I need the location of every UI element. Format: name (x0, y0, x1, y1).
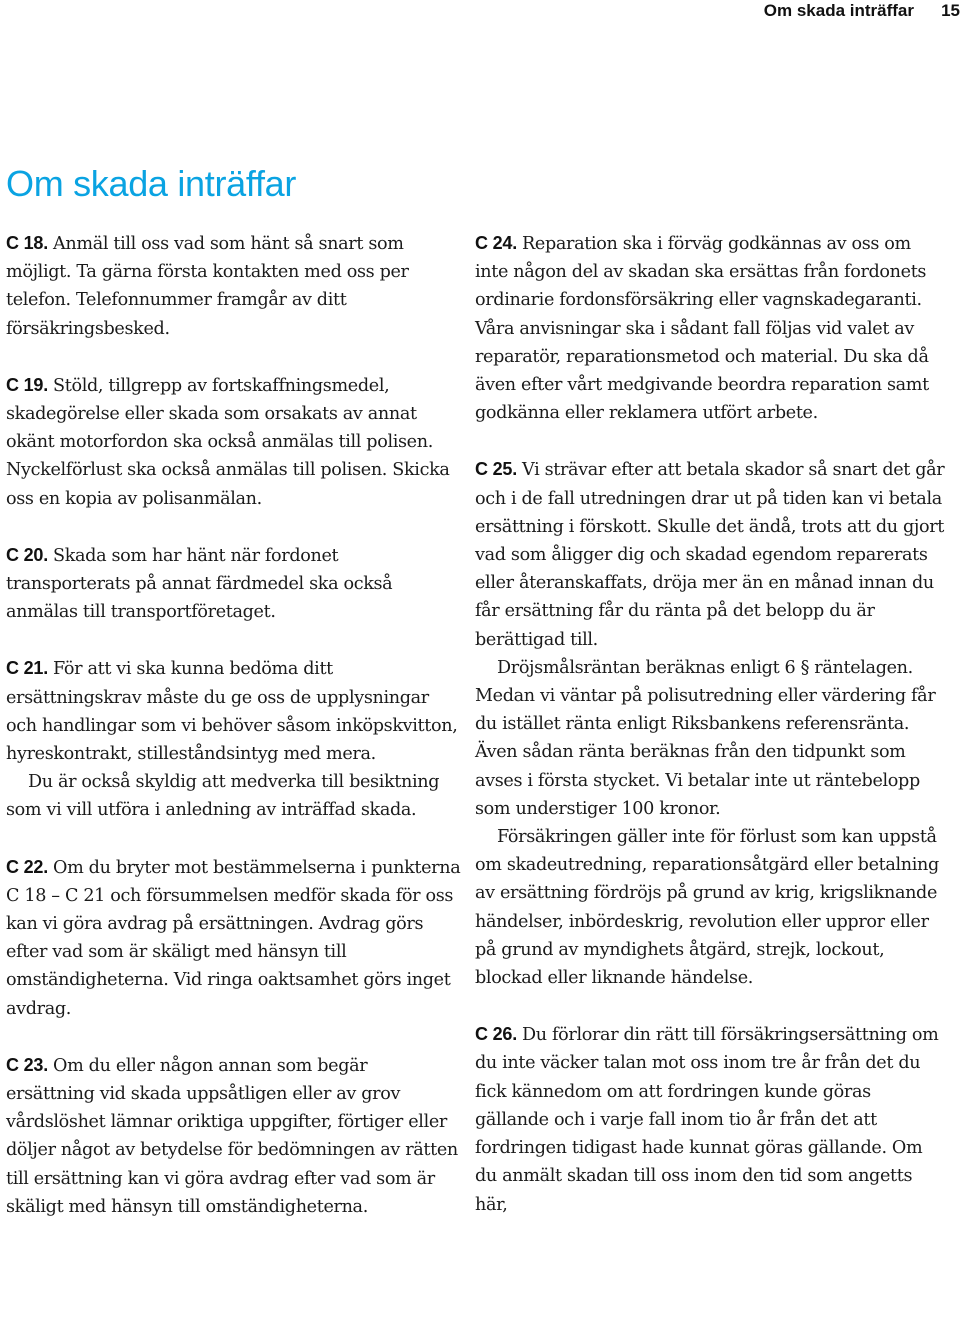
clause-c21-paragraph-2: Du är också skyldig att medverka till besiktning som vi vill utföra i anledning av inträffad skada. (6, 772, 440, 821)
clause-c22-paragraph (6, 853, 461, 1023)
clause-number: C 22. (6, 856, 49, 877)
running-header-section-title: Om skada inträffar (763, 1, 914, 20)
clause-c25-paragraph-3: Försäkringen gäller inte för förlust som kan uppstå om skadeutredning, reparationsåtgärd eller betalning av ersättning fördröjs på grund av krig, krigsliknande händelser, inbördeskrig, revolution eller uppror eller på grund av myndighets åtgärd, strejk, lockout, blockad eller liknande händelse. (475, 827, 939, 989)
clause-c25 (475, 455, 945, 992)
clause-c23 (6, 1051, 461, 1221)
clause-c26 (475, 1020, 945, 1218)
page-title: Om skada inträffar (6, 163, 297, 204)
page-number: 15 (941, 1, 960, 20)
clause-c25-paragraph (475, 455, 945, 653)
clause-text: Skada som har hänt när fordonet transporterats på annat färdmedel ska också anmälas till transportföretaget. (6, 545, 393, 623)
clause-text: Vi strävar efter att betala skador så snart det går och i de fall utredningen drar ut på tiden kan vi betala ersättning i förskott. Skulle det ändå, trots att du gjort vad som åligger dig och skadad egendom reparerats eller återanskaffats, dröja mer än en månad innan du får ersättning får du ränta på det belopp du är berättigad till. (475, 460, 945, 650)
clause-number: C 20. (6, 544, 49, 565)
clause-number: C 19. (6, 374, 49, 395)
clause-c26-paragraph (475, 1020, 945, 1218)
left-column (6, 229, 461, 1249)
clause-text: Om du eller någon annan som begär ersättning vid skada uppsåtligen eller av grov vårdslöshet lämnar oriktiga uppgifter, förtiger eller döljer något av betydelse för bedömningen av rätten till ersättning kan vi göra avdrag efter vad som är skäligt med hänsyn till omständigheterna. (6, 1055, 458, 1217)
clause-text: Anmäl till oss vad som hänt så snart som möjligt. Ta gärna första kontakten med oss per telefon. Telefonnummer framgår av ditt försäkringsbesked. (6, 234, 409, 339)
clause-number: C 23. (6, 1054, 49, 1075)
right-column (475, 229, 945, 1247)
clause-number: C 25. (475, 459, 518, 480)
clause-text: Om du bryter mot bestämmelserna i punkterna C 18 – C 21 och försummelsen medför skada för oss kan vi göra avdrag på ersättningen. Avdrag görs efter vad som är skäligt med hänsyn till omständigheterna. Vid ringa oaktsamhet görs inget avdrag. (6, 857, 461, 1019)
clause-text: För att vi ska kunna bedöma ditt ersättningskrav måste du ge oss de upplysningar och handlingar som vi behöver såsom inköpskvitton, hyreskontrakt, stilleståndsintyg med mera. (6, 659, 458, 765)
clause-number: C 24. (475, 233, 518, 253)
clause-number: C 26. (475, 1024, 518, 1045)
clause-c20 (6, 541, 461, 627)
clause-c18 (6, 229, 461, 343)
clause-c18-paragraph (6, 229, 461, 343)
clause-c23-paragraph (6, 1051, 461, 1221)
clause-c19-paragraph (6, 371, 461, 513)
clause-text: Du förlorar din rätt till försäkringsersättning om du inte väcker talan mot oss inom tre år från det du fick kännedom om att fordringen kunde göras gällande och i varje fall inom tio år från det att fordringen tidigast hade kunnat göras gällande. Om du anmält skadan till oss inom den tid som angetts här, (475, 1025, 939, 1215)
clause-c24 (475, 229, 945, 427)
clause-c24-paragraph (475, 229, 945, 427)
clause-c20-paragraph (6, 541, 461, 627)
clause-text: Reparation ska i förväg godkännas av oss om inte någon del av skadan ska ersättas från fordonets ordinarie fordonsförsäkring eller vagnskadegaranti. Våra anvisningar ska i sådant fall följas vid valet av reparatör, reparationsmetod och material. Du ska då även efter vårt medgivande beordra reparation samt godkänna eller reklamera utfört arbete. (475, 234, 929, 424)
clause-number: C 21. (6, 658, 49, 679)
clause-number: C 18. (6, 233, 49, 253)
clause-c22 (6, 853, 461, 1023)
clause-c21-paragraph (6, 654, 461, 768)
clause-c21 (6, 654, 461, 824)
clause-c19 (6, 371, 461, 513)
clause-text: Stöld, tillgrepp av fortskaffningsmedel, skadegörelse eller skada som orsakats av annat okänt motorfordon ska också anmälas till polisen. Nyckelförlust ska också anmälas till polisen. Skicka oss en kopia av polisanmälan. (6, 375, 450, 509)
clause-c25-paragraph-2: Dröjsmålsräntan beräknas enligt 6 § räntelagen. Medan vi väntar på polisutredning eller värdering får du istället ränta enligt Riksbankens referensränta. Även sådan ränta beräknas från den tidpunkt som avses i första stycket. Vi betalar inte ut räntebelopp som understiger 100 kronor. (475, 657, 936, 819)
